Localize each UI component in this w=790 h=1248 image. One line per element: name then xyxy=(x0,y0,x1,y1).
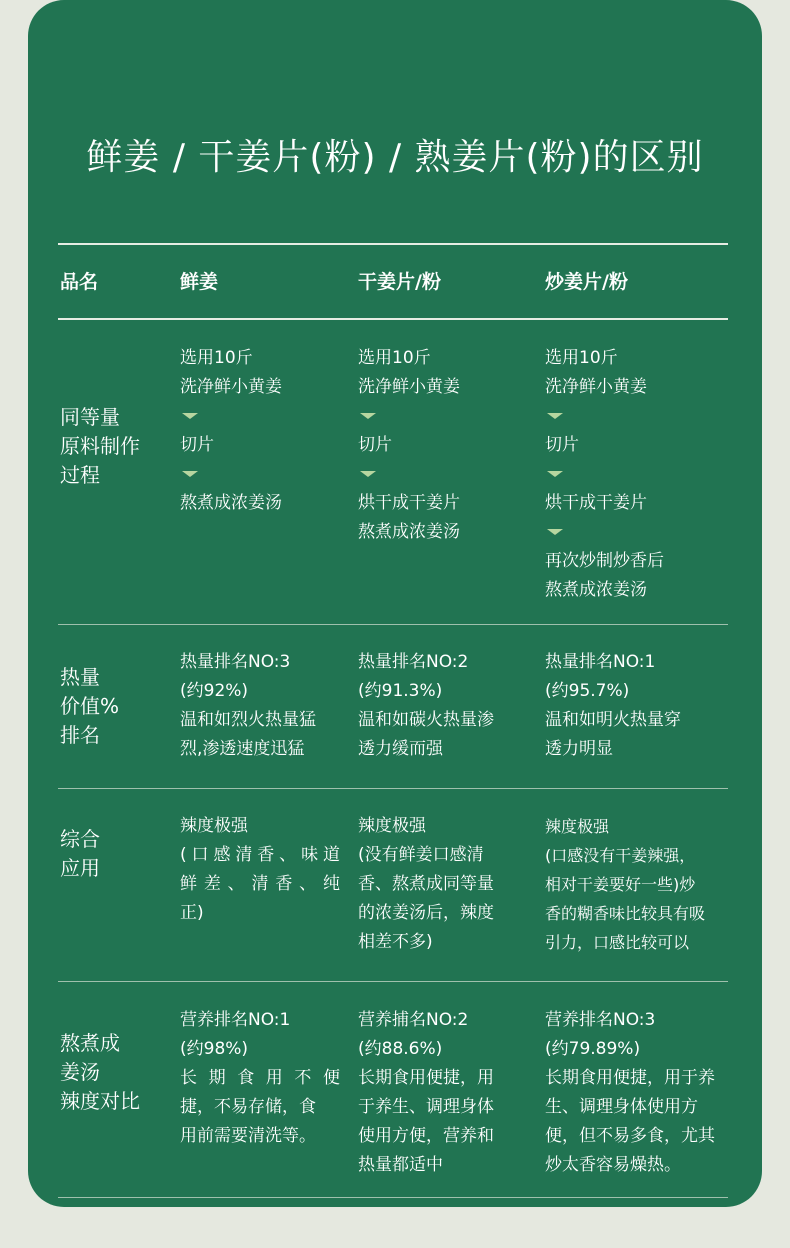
cell-line: 透力缓而强 xyxy=(358,739,443,759)
header-rule xyxy=(58,318,728,320)
step-text: 洗净鲜小黄姜 xyxy=(358,377,460,397)
nutrition-fresh-cell xyxy=(180,1006,340,1151)
step-text: 熬煮成浓姜汤 xyxy=(358,522,460,542)
comparison-card xyxy=(28,0,762,1207)
cell-line: (口感清香、味道 xyxy=(180,845,340,865)
row-label-line: 综合 xyxy=(60,827,100,851)
row-divider xyxy=(58,624,728,625)
heat-dried-cell xyxy=(358,648,528,764)
cell-line: 温和如明火热量穿 xyxy=(545,710,681,730)
cell-line: (约79.89%) xyxy=(545,1039,641,1059)
cell-line: 透力明显 xyxy=(545,739,613,759)
table-bottom-rule xyxy=(58,1197,728,1198)
row-divider xyxy=(58,981,728,982)
row-label-application xyxy=(60,825,100,883)
header-fresh-ginger: 鲜姜 xyxy=(180,271,219,293)
step-text: 再次炒制炒香后 xyxy=(545,551,664,571)
row-label-line: 姜汤 xyxy=(60,1060,100,1084)
cell-line: 香、熬煮成同等量 xyxy=(358,874,494,894)
process-dried-cell xyxy=(358,344,528,547)
row-label-line: 应用 xyxy=(60,856,100,880)
cell-line: 使用方便，营养和 xyxy=(358,1126,494,1146)
cell-line: (约95.7%) xyxy=(545,681,630,701)
cell-line: 于养生、调理身体 xyxy=(358,1097,494,1117)
down-arrow-icon xyxy=(180,460,340,489)
application-dried-cell xyxy=(358,812,528,957)
row-label-line: 熬煮成 xyxy=(60,1031,120,1055)
step-text: 熬煮成浓姜汤 xyxy=(545,580,647,600)
cell-line: 的浓姜汤后，辣度 xyxy=(358,903,494,923)
header-roasted-ginger: 炒姜片/粉 xyxy=(545,271,628,293)
cell-line: 用前需要清洗等。 xyxy=(180,1126,316,1146)
process-fresh-cell xyxy=(180,344,340,518)
cell-line: 炒太香容易燥热。 xyxy=(545,1155,681,1175)
cell-line: 相差不多) xyxy=(358,932,433,952)
cell-line: (约98%) xyxy=(180,1039,249,1059)
heat-fresh-cell xyxy=(180,648,340,764)
nutrition-roasted-cell xyxy=(545,1006,737,1180)
cell-line: (约88.6%) xyxy=(358,1039,443,1059)
step-text: 烘干成干姜片 xyxy=(358,493,460,513)
cell-line: 烈,渗透速度迅猛 xyxy=(180,739,305,759)
cell-line: 长期食用便捷，用于养 xyxy=(545,1068,715,1088)
down-arrow-icon xyxy=(358,460,528,489)
cell-line: 便，但不易多食，尤其 xyxy=(545,1126,715,1146)
down-arrow-icon xyxy=(545,460,737,489)
down-arrow-icon xyxy=(358,402,528,431)
cell-line: 长期食用便捷，用 xyxy=(358,1068,494,1088)
step-text: 烘干成干姜片 xyxy=(545,493,647,513)
row-label-line: 排名 xyxy=(60,723,100,747)
row-label-line: 辣度对比 xyxy=(60,1089,140,1113)
cell-line: 热量排名NO:3 xyxy=(180,652,291,672)
cell-line: 捷，不易存储，食 xyxy=(180,1097,316,1117)
cell-line: (口感没有干姜辣强， xyxy=(545,846,696,865)
cell-line: 营养排名NO:3 xyxy=(545,1010,656,1030)
cell-line: 长期食用不便 xyxy=(180,1068,340,1088)
step-text: 洗净鲜小黄姜 xyxy=(180,377,282,397)
row-label-line: 原料制作 xyxy=(60,434,140,458)
down-arrow-icon xyxy=(545,518,737,547)
application-fresh-cell xyxy=(180,812,340,928)
step-text: 切片 xyxy=(358,435,392,455)
cell-line: 相对干姜要好一些)炒 xyxy=(545,875,696,894)
step-text: 洗净鲜小黄姜 xyxy=(545,377,647,397)
cell-line: 辣度极强 xyxy=(180,816,248,836)
cell-line: (约92%) xyxy=(180,681,249,701)
cell-line: 温和如碳火热量渗 xyxy=(358,710,494,730)
row-label-line: 过程 xyxy=(60,463,100,487)
cell-line: 生、调理身体使用方 xyxy=(545,1097,698,1117)
down-arrow-icon xyxy=(545,402,737,431)
row-label-line: 价值% xyxy=(60,694,120,718)
cell-line: 温和如烈火热量猛 xyxy=(180,710,316,730)
cell-line: 辣度极强 xyxy=(358,816,426,836)
step-text: 熬煮成浓姜汤 xyxy=(180,493,282,513)
row-divider xyxy=(58,788,728,789)
step-text: 切片 xyxy=(180,435,214,455)
step-text: 选用10斤 xyxy=(180,348,253,368)
table-top-rule xyxy=(58,243,728,245)
cell-line: 香的糊香味比较具有吸 xyxy=(545,904,706,923)
cell-line: 热量排名NO:1 xyxy=(545,652,656,672)
cell-line: 正) xyxy=(180,903,204,923)
row-label-line: 同等量 xyxy=(60,405,120,429)
step-text: 切片 xyxy=(545,435,579,455)
heat-roasted-cell xyxy=(545,648,737,764)
down-arrow-icon xyxy=(180,402,340,431)
step-text: 选用10斤 xyxy=(358,348,431,368)
row-label-nutrition xyxy=(60,1029,140,1116)
nutrition-dried-cell xyxy=(358,1006,528,1180)
cell-line: 营养排名NO:1 xyxy=(180,1010,291,1030)
step-text: 选用10斤 xyxy=(545,348,618,368)
cell-line: 辣度极强 xyxy=(545,817,610,836)
cell-line: 鲜差、清香、纯 xyxy=(180,874,340,894)
cell-line: (约91.3%) xyxy=(358,681,443,701)
cell-line: 热量都适中 xyxy=(358,1155,443,1175)
header-product-name: 品名 xyxy=(60,271,99,293)
cell-line: 营养捕名NO:2 xyxy=(358,1010,469,1030)
row-label-process xyxy=(60,403,140,490)
cell-line: 热量排名NO:2 xyxy=(358,652,469,672)
process-roasted-cell xyxy=(545,344,737,605)
application-roasted-cell xyxy=(545,812,737,957)
row-label-heat xyxy=(60,663,119,750)
page-title: 鲜姜 / 干姜片(粉) / 熟姜片(粉)的区别 xyxy=(86,137,704,178)
cell-line: 引力，口感比较可以 xyxy=(545,933,690,952)
row-label-line: 热量 xyxy=(60,665,100,689)
header-dried-ginger: 干姜片/粉 xyxy=(358,271,441,293)
cell-line: (没有鲜姜口感清 xyxy=(358,845,484,865)
